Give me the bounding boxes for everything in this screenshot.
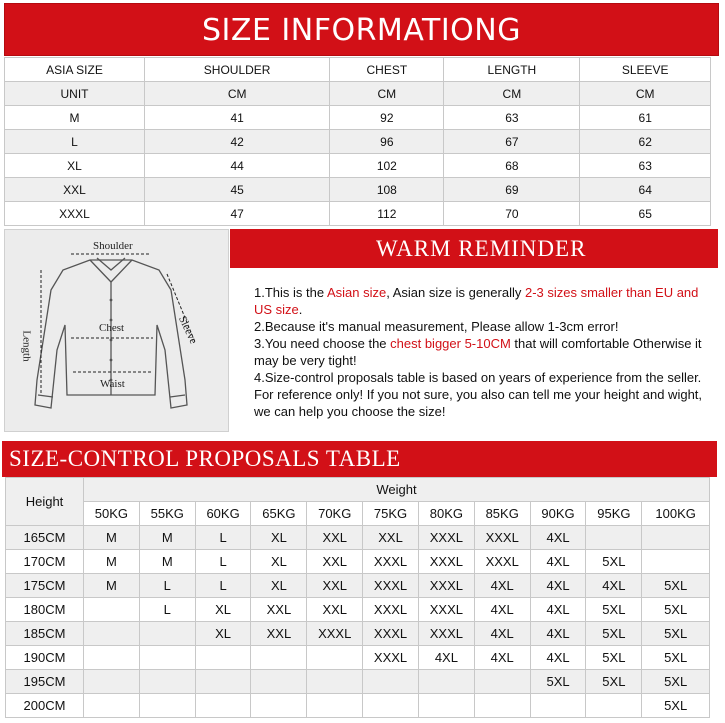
proposal-row [6, 694, 710, 718]
size-recommendation-cell [84, 646, 140, 670]
size-recommendation-cell: XXL [307, 526, 363, 550]
size-unit-row [5, 82, 711, 106]
size-cell: XL [5, 154, 145, 178]
shoulder-label: Shoulder [93, 240, 133, 252]
size-cell: 112 [330, 202, 444, 226]
size-recommendation-cell [84, 598, 140, 622]
size-cell: CM [330, 82, 444, 106]
warm-reminder-header [230, 229, 718, 268]
size-recommendation-cell [251, 646, 307, 670]
warm-reminder-text [254, 284, 709, 420]
size-recommendation-cell: L [139, 574, 195, 598]
size-recommendation-cell [586, 694, 642, 718]
size-recommendation-cell: 4XL [474, 646, 530, 670]
size-cell: 108 [330, 178, 444, 202]
proposals-header [2, 441, 717, 477]
size-cell: 70 [444, 202, 580, 226]
size-recommendation-cell: 5XL [586, 598, 642, 622]
reminder-item-4: 4.Size-control proposals table is based on years of experience from the seller. For reference only! If you not sure, you also can tell me your height and wight, we can help you choose the size! [254, 370, 703, 419]
weight-header-cell: 90KG [530, 502, 586, 526]
height-cell: 180CM [6, 598, 84, 622]
size-cell: 68 [444, 154, 580, 178]
size-recommendation-cell: XXXL [418, 622, 474, 646]
size-recommendation-cell [139, 694, 195, 718]
size-cell: CHEST [330, 58, 444, 82]
size-recommendation-cell: 5XL [586, 670, 642, 694]
size-recommendation-cell: 5XL [586, 646, 642, 670]
size-recommendation-cell: XXXL [418, 598, 474, 622]
size-recommendation-cell: L [195, 526, 251, 550]
size-recommendation-cell: 5XL [530, 670, 586, 694]
size-recommendation-cell [474, 694, 530, 718]
proposal-row [6, 550, 710, 574]
proposal-row [6, 622, 710, 646]
size-recommendation-cell [139, 670, 195, 694]
size-recommendation-cell: XXL [307, 598, 363, 622]
size-cell: 42 [145, 130, 330, 154]
weight-column-header: Weight [84, 478, 710, 502]
banner-title: SIZE INFORMATIONG [202, 13, 521, 48]
size-recommendation-cell: 4XL [530, 646, 586, 670]
size-recommendation-cell: XXXL [307, 622, 363, 646]
size-recommendation-cell: XXL [307, 574, 363, 598]
proposals-table [5, 477, 710, 718]
size-cell: 44 [145, 154, 330, 178]
size-recommendation-cell: XXXL [363, 550, 419, 574]
size-recommendation-cell [418, 670, 474, 694]
weights-row [6, 502, 710, 526]
height-cell: 170CM [6, 550, 84, 574]
size-recommendation-cell: 5XL [586, 622, 642, 646]
size-recommendation-cell [195, 646, 251, 670]
height-cell: 165CM [6, 526, 84, 550]
size-cell: 63 [580, 154, 711, 178]
size-recommendation-cell: XXXL [474, 526, 530, 550]
weight-header-cell: 85KG [474, 502, 530, 526]
height-cell: 185CM [6, 622, 84, 646]
size-recommendation-cell [251, 694, 307, 718]
size-recommendation-cell: 5XL [642, 646, 710, 670]
size-recommendation-cell: XL [251, 550, 307, 574]
size-cell: CM [580, 82, 711, 106]
size-cell: 96 [330, 130, 444, 154]
size-cell: 47 [145, 202, 330, 226]
size-recommendation-cell [139, 646, 195, 670]
weight-header-cell: 80KG [418, 502, 474, 526]
size-recommendation-cell: 5XL [586, 550, 642, 574]
size-cell: SLEEVE [580, 58, 711, 82]
size-recommendation-cell [307, 670, 363, 694]
size-recommendation-cell [84, 670, 140, 694]
size-recommendation-cell [586, 526, 642, 550]
size-recommendation-cell [363, 694, 419, 718]
size-recommendation-cell [307, 694, 363, 718]
height-column-header: Height [6, 478, 84, 526]
size-row [5, 178, 711, 202]
size-recommendation-cell: 4XL [418, 646, 474, 670]
size-cell: 41 [145, 106, 330, 130]
size-recommendation-cell: XXL [251, 598, 307, 622]
length-label: Length [20, 330, 33, 362]
size-recommendation-cell: L [195, 550, 251, 574]
warm-reminder-title: WARM REMINDER [376, 236, 587, 261]
size-recommendation-cell: XXXL [363, 598, 419, 622]
chest-label: Chest [99, 322, 125, 334]
size-row [5, 130, 711, 154]
size-cell: ASIA SIZE [5, 58, 145, 82]
proposal-row [6, 574, 710, 598]
size-recommendation-cell [139, 622, 195, 646]
size-recommendation-cell: 4XL [474, 574, 530, 598]
size-row [5, 106, 711, 130]
size-cell: 67 [444, 130, 580, 154]
size-cell: UNIT [5, 82, 145, 106]
weight-header-cell: 70KG [307, 502, 363, 526]
size-cell: 62 [580, 130, 711, 154]
size-recommendation-cell: M [84, 550, 140, 574]
reminder-item-3: 3.You need choose the chest bigger 5-10CM that will comfortable Otherwise it may be very tight! [254, 336, 702, 368]
weight-header-cell: 60KG [195, 502, 251, 526]
size-recommendation-cell: 4XL [530, 550, 586, 574]
size-recommendation-cell [251, 670, 307, 694]
size-recommendation-cell: L [195, 574, 251, 598]
size-recommendation-cell [530, 694, 586, 718]
size-cell: 92 [330, 106, 444, 130]
proposal-row [6, 646, 710, 670]
size-cell: 63 [444, 106, 580, 130]
size-recommendation-cell: M [84, 526, 140, 550]
size-recommendation-cell [642, 526, 710, 550]
size-recommendation-cell: 5XL [642, 694, 710, 718]
size-cell: 64 [580, 178, 711, 202]
size-recommendation-cell: 4XL [530, 598, 586, 622]
weight-header-cell: 65KG [251, 502, 307, 526]
height-cell: 195CM [6, 670, 84, 694]
size-cell: CM [444, 82, 580, 106]
size-recommendation-cell: 5XL [642, 670, 710, 694]
size-recommendation-cell [84, 694, 140, 718]
size-recommendation-cell [418, 694, 474, 718]
reminder-item-1: 1.This is the Asian size, Asian size is generally 2-3 sizes smaller than EU and US size. [254, 285, 699, 317]
weight-header-cell: 55KG [139, 502, 195, 526]
waist-label: Waist [100, 378, 125, 390]
size-recommendation-cell [84, 622, 140, 646]
size-recommendation-cell: XL [251, 574, 307, 598]
size-recommendation-cell: XXXL [418, 550, 474, 574]
size-recommendation-cell [642, 550, 710, 574]
size-table [4, 57, 711, 226]
size-recommendation-cell: 4XL [530, 574, 586, 598]
size-recommendation-cell: XXXL [418, 526, 474, 550]
size-recommendation-cell [474, 670, 530, 694]
size-cell: L [5, 130, 145, 154]
size-recommendation-cell: XXL [307, 550, 363, 574]
size-recommendation-cell: XL [195, 622, 251, 646]
size-recommendation-cell: L [139, 598, 195, 622]
sleeve-label: Sleeve [176, 314, 200, 346]
size-cell: CM [145, 82, 330, 106]
height-cell: 200CM [6, 694, 84, 718]
height-cell: 190CM [6, 646, 84, 670]
size-recommendation-cell: 4XL [530, 526, 586, 550]
size-cell: 61 [580, 106, 711, 130]
size-cell: 69 [444, 178, 580, 202]
size-cell: SHOULDER [145, 58, 330, 82]
size-cell: XXXL [5, 202, 145, 226]
size-cell: LENGTH [444, 58, 580, 82]
proposals-title: SIZE-CONTROL PROPOSALS TABLE [9, 446, 401, 471]
weight-header-cell: 100KG [642, 502, 710, 526]
reminder-item-2: 2.Because it's manual measurement, Please allow 1-3cm error! [254, 319, 619, 334]
size-recommendation-cell: M [139, 550, 195, 574]
size-recommendation-cell: 5XL [642, 574, 710, 598]
size-recommendation-cell: M [139, 526, 195, 550]
size-recommendation-cell: 4XL [474, 622, 530, 646]
size-recommendation-cell: XXXL [363, 574, 419, 598]
size-recommendation-cell [195, 694, 251, 718]
proposal-row [6, 526, 710, 550]
size-recommendation-cell: 4XL [586, 574, 642, 598]
size-recommendation-cell: 5XL [642, 622, 710, 646]
size-recommendation-cell: XXXL [474, 550, 530, 574]
height-cell: 175CM [6, 574, 84, 598]
weight-header-cell: 50KG [84, 502, 140, 526]
size-recommendation-cell: XXXL [363, 622, 419, 646]
size-cell: 65 [580, 202, 711, 226]
size-recommendation-cell [363, 670, 419, 694]
size-recommendation-cell: XXL [363, 526, 419, 550]
size-recommendation-cell [307, 646, 363, 670]
proposal-row [6, 670, 710, 694]
size-recommendation-cell: 4XL [530, 622, 586, 646]
size-row [5, 154, 711, 178]
size-recommendation-cell: M [84, 574, 140, 598]
size-recommendation-cell: 5XL [642, 598, 710, 622]
size-recommendation-cell: XL [195, 598, 251, 622]
size-row [5, 202, 711, 226]
size-cell: 45 [145, 178, 330, 202]
size-recommendation-cell: XXL [251, 622, 307, 646]
proposal-row [6, 598, 710, 622]
size-recommendation-cell: XXXL [418, 574, 474, 598]
size-recommendation-cell: XL [251, 526, 307, 550]
size-cell: XXL [5, 178, 145, 202]
shirt-diagram [4, 229, 229, 432]
size-recommendation-cell: XXXL [363, 646, 419, 670]
size-information-banner [4, 3, 719, 56]
proposals-header-row [6, 478, 710, 502]
size-header-row [5, 58, 711, 82]
size-recommendation-cell: 4XL [474, 598, 530, 622]
weight-header-cell: 75KG [363, 502, 419, 526]
size-cell: M [5, 106, 145, 130]
size-recommendation-cell [195, 670, 251, 694]
weight-header-cell: 95KG [586, 502, 642, 526]
size-cell: 102 [330, 154, 444, 178]
